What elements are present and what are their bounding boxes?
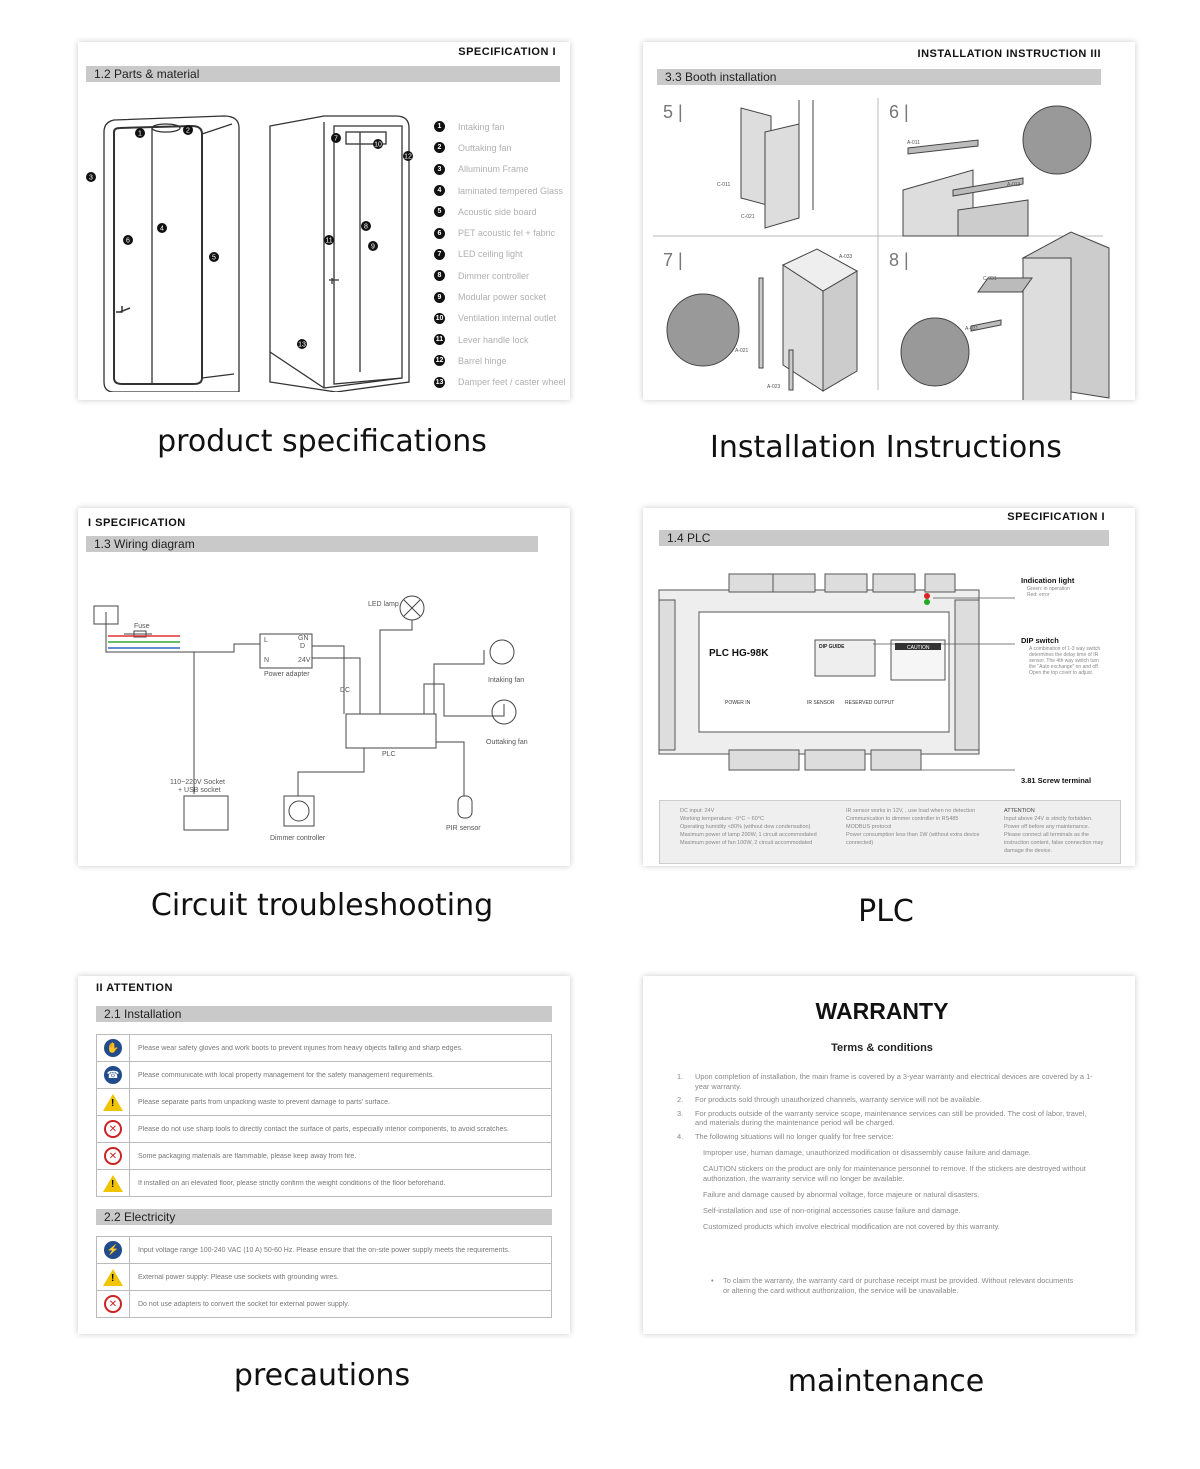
warranty-title: WARRANTY — [815, 998, 949, 1024]
svg-text:Intaking fan: Intaking fan — [488, 677, 525, 684]
svg-text:Fuse: Fuse — [134, 623, 150, 630]
wiring-section-bar: 1.3 Wiring diagram — [86, 536, 538, 552]
svg-text:POWER IN: POWER IN — [725, 700, 751, 706]
plc-board-drawing — [655, 570, 1125, 810]
electric-warning-icon — [103, 1269, 123, 1286]
list-item: 2. For products sold through unauthorized channels, warranty service will not be available. — [677, 1095, 982, 1104]
plc-header: SPECIFICATION I — [1007, 511, 1105, 523]
wiring-caption: Circuit troubleshooting — [150, 888, 494, 923]
svg-text:A-023: A-023 — [767, 384, 781, 390]
warning-icon — [103, 1094, 123, 1111]
warranty-subtitle: Terms & conditions — [831, 1042, 933, 1054]
svg-text:1: 1 — [138, 130, 142, 138]
list-item: 13 Damper feet / caster wheel — [435, 377, 566, 388]
install-steps-drawing — [653, 90, 1123, 400]
install-card — [643, 42, 1135, 400]
table-row: ✋ Please wear safety gloves and work boots to prevent injuries from heavy objects falling and sharp edges. — [97, 1035, 551, 1062]
svg-text:7: 7 — [334, 135, 338, 143]
list-item: 4 laminated tempered Glass — [434, 180, 566, 201]
svg-text:PIR sensor: PIR sensor — [446, 825, 481, 832]
svg-text:110~220V Socket: 110~220V Socket — [170, 779, 225, 786]
step-6-label: 6 | — [889, 102, 909, 122]
svg-text:LED lamp: LED lamp — [368, 601, 399, 608]
list-item: 7 LED ceiling light — [434, 244, 566, 265]
table-row: ✕ Please do not use sharp tools to directly contact the surface of parts, especially interior components, to avoid scratches. — [97, 1116, 551, 1143]
plc-specs-box: DC input: 24V Working temperature: -0°C ~ 60°C Operating humidity <80% (without dew condensation) Maximum power of lamp 200W, 1 circuit accommodated Maximum power of fan 100W, 2 circuit accommodated IR sensor works in 12V, , use load when no detection Communication to dimmer controller in RS485 MODBUS protocol Power consumption less than 1W (without extra device connected) ATTENTION Input above 24V is strictly forbidden. Power off before any maintenance. Please connect all terminals as the instruction content, false connection may damage the device. — [659, 800, 1121, 864]
attention-caption: precautions — [233, 1358, 411, 1393]
svg-text:2: 2 — [186, 127, 190, 135]
table-row: ☎ Please communicate with local property management for the safety management requirements. — [97, 1062, 551, 1089]
list-item: 11 Lever handle lock — [435, 334, 529, 345]
warranty-sub-3: Failure and damage caused by abnormal voltage, force majeure or natural disasters. — [703, 1190, 980, 1199]
svg-text:C-021: C-021 — [741, 214, 755, 220]
wiring-card — [78, 508, 570, 866]
no-adapter-icon: ✕ — [104, 1295, 122, 1313]
list-item: 10 Ventilation internal outlet — [435, 313, 557, 324]
svg-text:C-011: C-011 — [717, 182, 731, 188]
table-row: ⚡ Input voltage range 100-240 VAC (10 A) 50-60 Hz. Please ensure that the on-site power supply meets the requirements. — [97, 1237, 551, 1264]
step-7-label: 7 | — [663, 250, 683, 270]
svg-text:Outtaking fan: Outtaking fan — [486, 739, 528, 746]
attention-header: II ATTENTION — [96, 982, 173, 994]
svg-text:A-011: A-011 — [907, 140, 920, 146]
list-item: 3. For products outside of the warranty service scope, maintenance services can still be provided. The cost of labor, travel, and materials during the maintenance period will be charged. — [677, 1108, 1087, 1127]
step-8-label: 8 | — [889, 250, 909, 270]
svg-text:RESERVED OUTPUT: RESERVED OUTPUT — [845, 700, 895, 706]
install-section-bar: 3.3 Booth installation — [657, 69, 1101, 85]
svg-text:+ USB socket: + USB socket — [178, 787, 221, 794]
warranty-card — [643, 976, 1135, 1334]
svg-text:A-033: A-033 — [839, 254, 853, 260]
voltage-icon: ⚡ — [104, 1241, 122, 1259]
svg-text:Dimmer controller: Dimmer controller — [270, 835, 326, 842]
table-row: ✕ Some packaging materials are flammable, please keep away from fire. — [97, 1143, 551, 1170]
warranty-sub-5: Customized products which involve electrical modification are not covered by this warranty. — [703, 1222, 1000, 1231]
svg-text:DC: DC — [340, 687, 351, 694]
list-item: 2 Outtaking fan — [434, 137, 566, 158]
install-header: INSTALLATION INSTRUCTION III — [917, 48, 1101, 60]
svg-text:A-013: A-013 — [1007, 182, 1021, 188]
wiring-header: I SPECIFICATION — [88, 517, 186, 529]
svg-text:PLC: PLC — [382, 751, 396, 758]
svg-text:9: 9 — [371, 243, 375, 251]
svg-text:N: N — [264, 657, 270, 664]
no-fire-icon: ✕ — [104, 1147, 122, 1165]
list-item: 8 Dimmer controller — [434, 265, 566, 286]
list-item: 5 Acoustic side board — [434, 201, 566, 222]
spec-card — [78, 42, 570, 400]
list-item: 4. The following situations will no longer qualify for free service: — [677, 1131, 894, 1141]
plc-card — [643, 508, 1135, 866]
spec-section-bar: 1.2 Parts & material — [86, 66, 560, 82]
attention-card — [78, 976, 570, 1334]
list-item: 12 Barrel hinge — [435, 355, 507, 366]
svg-text:8: 8 — [364, 223, 368, 231]
warranty-caption: maintenance — [787, 1364, 985, 1399]
indication-light-desc: Green: in operation Red: error — [1027, 586, 1070, 598]
svg-text:C-031: C-031 — [983, 276, 997, 282]
svg-text:Power adapter: Power adapter — [264, 671, 310, 678]
booth-drawing — [84, 102, 424, 392]
svg-text:L: L — [264, 637, 268, 644]
svg-text:13: 13 — [298, 341, 306, 349]
warranty-sub-4: Self-installation and use of non-original accessories cause failure and damage. — [703, 1206, 961, 1215]
svg-text:GN: GN — [298, 635, 309, 642]
warranty-sub-1: Improper use, human damage, unauthorized modification or disassembly cause failure and damage. — [703, 1148, 1031, 1157]
svg-text:6: 6 — [126, 237, 130, 245]
list-item: 1 Intaking fan — [434, 116, 566, 137]
list-item: 1. Upon completion of installation, the main frame is covered by a 3-year warranty and electrical devices are covered by a 1-year warranty. — [677, 1072, 1093, 1091]
dip-switch-desc: A combination of 1-3 way switch determines the delay time of IR sensor. The 4th way switch turn the "Auto exchange" on and off. Open the top cover to adjust. — [1029, 646, 1101, 676]
list-item: 3 Alluminum Frame — [434, 159, 566, 180]
warranty-list — [677, 1072, 1097, 1145]
svg-text:5: 5 — [212, 254, 216, 262]
wiring-diagram — [84, 564, 564, 864]
dip-switch-title: DIP switch — [1021, 636, 1059, 645]
warranty-sub-2: CAUTION stickers on the product are only for maintenance personnel to remove. If the stickers are destroyed without authorization, the warranty service will no longer be available. — [703, 1164, 1086, 1183]
svg-text:A-021: A-021 — [735, 348, 749, 354]
svg-text:24V: 24V — [298, 657, 311, 664]
svg-text:IR SENSOR: IR SENSOR — [807, 700, 835, 706]
installation-table — [96, 1034, 552, 1197]
installation-section-bar: 2.1 Installation — [96, 1006, 552, 1022]
no-sharp-tools-icon: ✕ — [104, 1120, 122, 1138]
svg-text:11: 11 — [325, 237, 333, 245]
plc-model: PLC HG-98K — [709, 648, 769, 659]
svg-text:A-031: A-031 — [965, 326, 979, 332]
spec-header: SPECIFICATION I — [458, 46, 556, 58]
svg-text:CAUTION: CAUTION — [907, 645, 930, 651]
table-row: ! Please separate parts from unpacking waste to prevent damage to parts' surface. — [97, 1089, 551, 1116]
gloves-icon: ✋ — [104, 1039, 122, 1057]
svg-text:12: 12 — [404, 153, 412, 161]
parts-list — [434, 116, 566, 393]
svg-text:10: 10 — [374, 141, 382, 149]
table-row: ! If installed on an elevated floor, please strictly confirm the weight conditions of the floor beforehand. — [97, 1170, 551, 1196]
weight-warning-icon — [103, 1175, 123, 1192]
plc-caption: PLC — [858, 894, 914, 929]
indication-light-title: Indication light — [1021, 576, 1075, 585]
install-caption: Installation Instructions — [710, 430, 1062, 465]
screw-terminal-label: 3.81 Screw terminal — [1021, 776, 1092, 785]
spec-caption: product specifications — [157, 424, 487, 459]
svg-text:D: D — [300, 643, 306, 650]
list-item: 6 PET acoustic fel + fabric — [434, 222, 566, 243]
warranty-note: • To claim the warranty, the warranty card or purchase receipt must be provided. Without relevant documents or altering the card without authorization, the service will be unavailable. — [711, 1276, 1074, 1295]
table-row: ! External power supply: Please use sockets with grounding wires. — [97, 1264, 551, 1291]
table-row: ✕ Do not use adapters to convert the socket for external power supply. — [97, 1291, 551, 1317]
list-item: 9 Modular power socket — [434, 286, 566, 307]
electricity-table — [96, 1236, 552, 1318]
communication-icon: ☎ — [104, 1066, 122, 1084]
svg-text:4: 4 — [160, 225, 164, 233]
step-5-label: 5 | — [663, 102, 683, 122]
svg-text:3: 3 — [89, 174, 93, 182]
plc-section-bar: 1.4 PLC — [659, 530, 1109, 546]
electricity-section-bar: 2.2 Electricity — [96, 1209, 552, 1225]
svg-text:DIP GUIDE: DIP GUIDE — [819, 644, 845, 650]
